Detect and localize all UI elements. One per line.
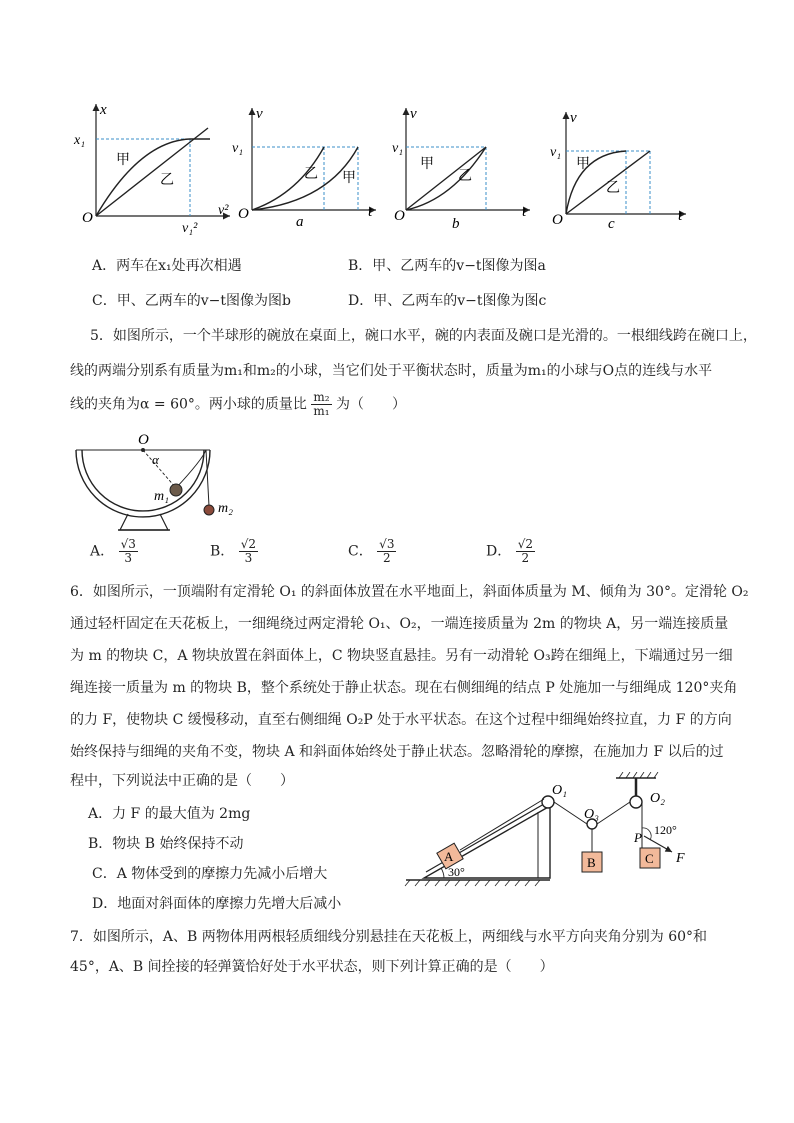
option-letter: A． <box>90 543 115 560</box>
option-value: $\frac{√3}{3}$ <box>120 537 136 565</box>
label-c: C <box>645 851 654 866</box>
v1-label: v₁ <box>550 145 562 160</box>
line-yi <box>96 128 208 216</box>
label-120deg: 120° <box>654 823 677 837</box>
origin-label: O <box>238 206 249 222</box>
x-axis-label: t <box>522 204 527 220</box>
radius-line <box>143 450 176 488</box>
yi-label: 乙 <box>304 167 318 182</box>
incline <box>424 806 550 878</box>
label-a: A <box>444 849 454 864</box>
x-axis-label: v² <box>218 203 229 218</box>
label-o1: O₁ <box>552 783 567 798</box>
q6-stem-line1: 6．如图所示，一顶端附有定滑轮 O₁ 的斜面体放置在水平地面上，斜面体质量为 M、倾角为 30°。定滑轮 O₂ <box>70 584 749 600</box>
pulley-o2 <box>630 796 642 808</box>
q6-option-d[interactable]: D．地面对斜面体的摩擦力先增大后减小 <box>92 896 342 912</box>
v1-label: v₁ <box>232 141 244 156</box>
q6-stem-line7: 程中，下列说法中正确的是（ ） <box>70 773 294 789</box>
label-o: O <box>138 432 149 448</box>
q4-option-d[interactable]: D．甲、乙两车的v−t图像为图c <box>348 293 547 309</box>
curve-jia <box>96 139 210 216</box>
caption-b: b <box>452 216 460 232</box>
q7-stem-line1: 7．如图所示，A、B 两物体用两根轻质细线分别悬挂在天花板上，两细线与水平方向夹角分别为 60°和 <box>70 929 708 945</box>
ball-m1 <box>170 484 182 496</box>
q4-option-a[interactable]: A．两车在x₁处再次相遇 <box>92 258 242 274</box>
label-m1: m₁ <box>154 489 169 504</box>
q4-graph-c <box>392 102 542 232</box>
q5-line3-post: 为（ ） <box>336 396 407 413</box>
q5-stem-line2: 线的两端分别系有质量为m₁和m₂的小球，当它们处于平衡状态时，质量为m₁的小球与O点的连线与水平 <box>70 363 713 379</box>
jia-label: 甲 <box>420 157 434 172</box>
frac-den: m₁ <box>313 404 330 418</box>
caption-c: c <box>608 216 615 232</box>
y-axis-label: x <box>100 102 107 118</box>
q6-option-b[interactable]: B．物块 B 始终保持不动 <box>88 836 244 852</box>
y-axis-label: v <box>570 110 577 126</box>
option-value: $\frac{√2}{2}$ <box>517 537 533 565</box>
q7-stem-line2: 45°，A、B 间拴接的轻弹簧恰好处于水平状态，则下列计算正确的是（ ） <box>70 959 554 975</box>
q6-stem-line2: 通过轻杆固定在天花板上，一细绳绕过两定滑轮 O₁、O₂，一端连接质量为 2m 的物块 A，另一端连接质量 <box>70 616 729 632</box>
jia-label: 甲 <box>116 153 130 168</box>
q5-option-c[interactable] <box>348 538 396 565</box>
q5-mass-ratio <box>311 391 331 418</box>
q6-option-a[interactable]: A．力 F 的最大值为 2mg <box>88 806 251 822</box>
origin-label: O <box>82 210 93 226</box>
ground-hatch <box>405 880 540 886</box>
q6-stem-line4: 绳连接一质量为 m 的物块 B，整个系统处于静止状态。现在右侧细绳的结点 P 处施加一与细绳成 120°夹角 <box>70 680 738 696</box>
label-30deg: 30° <box>448 865 465 879</box>
jia-label: 甲 <box>576 157 590 172</box>
v1sq-label: v₁² <box>182 221 198 236</box>
x1-label: x₁ <box>74 133 86 148</box>
line-jia <box>406 147 486 210</box>
x-axis-label: t <box>678 208 683 224</box>
option-letter: B． <box>210 543 235 560</box>
label-o3: O₃ <box>584 807 599 822</box>
label-f: F <box>676 851 685 866</box>
yi-label: 乙 <box>458 169 472 184</box>
q6-pulley-figure <box>404 772 704 888</box>
ceiling-hatch <box>619 772 658 778</box>
q4-option-b[interactable]: B．甲、乙两车的v−t图像为图a <box>348 258 546 274</box>
option-letter: C． <box>348 543 373 560</box>
y-axis-label: v <box>256 106 263 122</box>
label-alpha: α <box>152 452 159 467</box>
q4-graph-b <box>228 102 388 232</box>
q5-option-d[interactable] <box>486 538 535 565</box>
yi-label: 乙 <box>606 181 620 196</box>
q5-stem-line1: 5．如图所示，一个半球形的碗放在桌面上，碗口水平，碗的内表面及碗口是光滑的。一根细线跨在碗口上， <box>90 328 757 344</box>
jia-label: 甲 <box>342 171 356 186</box>
q6-stem-line3: 为 m 的物块 C，A 物块放置在斜面体上，C 物块竖直悬挂。另有一动滑轮 O₃跨在细绳上，下端通过另一细 <box>70 648 733 664</box>
q6-option-c[interactable]: C．A 物体受到的摩擦力先减小后增大 <box>92 866 328 882</box>
option-value: $\frac{√2}{3}$ <box>240 537 257 565</box>
q5-option-a[interactable] <box>90 538 138 565</box>
frac-num: m₂ <box>313 390 330 404</box>
label-p: P <box>634 830 642 845</box>
q5-stem-line3 <box>70 391 406 418</box>
option-letter: D． <box>486 543 512 560</box>
angle-arc <box>441 868 444 878</box>
origin-label: O <box>394 208 405 224</box>
q4-graph-d <box>548 106 698 236</box>
y-axis-label: v <box>410 106 417 122</box>
q6-stem-line5: 的力 F，使物块 C 缓慢移动，直至右侧细绳 O₂P 处于水平状态。在这个过程中细绳始终拉直，力 F 的方向 <box>70 712 732 728</box>
q6-stem-line6: 始终保持与细绳的夹角不变，物块 A 和斜面体始终处于静止状态。忽略滑轮的摩擦，在施加力 F 以后的过 <box>70 744 724 760</box>
q5-option-b[interactable] <box>210 538 258 565</box>
q5-bowl-figure <box>70 430 240 540</box>
label-b: B <box>587 855 596 870</box>
option-value: $\frac{√3}{2}$ <box>379 537 395 565</box>
q4-option-c[interactable]: C．甲、乙两车的v−t图像为图b <box>92 293 291 309</box>
q4-graph-a <box>70 96 240 236</box>
caption-a: a <box>296 214 304 230</box>
bowl-outer <box>76 450 210 517</box>
label-m2: m₂ <box>218 501 233 516</box>
origin-label: O <box>552 212 563 228</box>
angle-120-arc <box>642 828 651 840</box>
x-axis-label: t <box>368 204 373 220</box>
q5-line3-pre: 线的夹角为α = 60°。两小球的质量比 <box>70 396 307 413</box>
label-o2: O₂ <box>650 791 665 806</box>
ball-m2 <box>204 505 214 515</box>
yi-label: 乙 <box>160 173 174 188</box>
v1-label: v₁ <box>392 141 404 156</box>
